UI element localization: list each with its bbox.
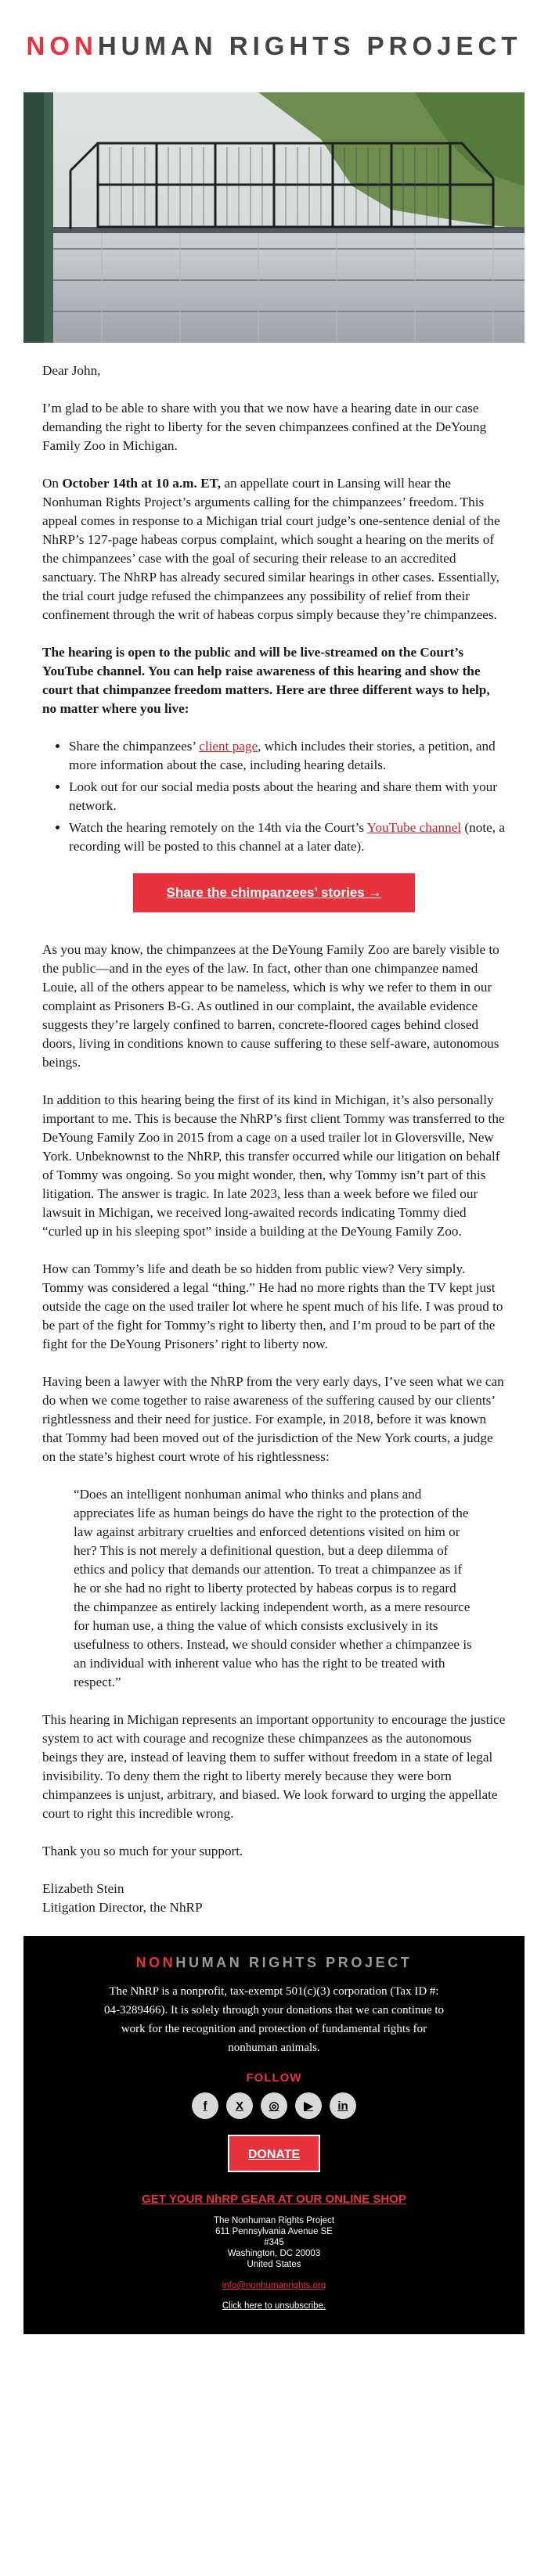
michigan-hearing-paragraph: This hearing in Michigan represents an important opportunity to encourage the justice system to act with courage and recognize these chimpanzees as the autonomous beings they are, instead of leaving them to suffer without freedom in a state of legal invisibility. To deny them the right to liberty merely because they were born chimpanzees is unjust, arbitrary, and biased. We look forward to urging the appellate court to right this incredible wrong. — [42, 1712, 506, 1821]
legal-thing-paragraph: How can Tommy’s life and death be so hidden from public view? Very simply. Tommy was considered a legal “thing.” He had no more rights than the TV kept just outside the cage on the used trailer lot where he spent much of his life. I was proud to be part of the fight for Tommy’s right to liberty then, and I’m proud to be part of the fight for the DeYoung Prisoners’ right to liberty now. — [42, 1261, 503, 1351]
greeting: Dear John, — [42, 363, 101, 378]
linkedin-icon[interactable]: in — [330, 2092, 356, 2119]
tommy-paragraph: In addition to this hearing being the first of its kind in Michigan, it’s also personally important to me. This is because the NhRP’s first client Tommy was transferred to the DeYoung Family Zoo in 2015 from a cage on a used trailer lot in Gloversville, New York. Unbeknownst to the NhRP, this transfer occurred while our litigation on behalf of Tommy was ongoing. So you might wonder, then, why Tommy isn’t part of this litigation. The answer is tragic. In late 2023, less than a week before we filed our lawsuit in Michigan, we received long-awaited records indicating Tommy died “curled up in his sleeping spot” inside a building at the DeYoung Family Zoo. — [42, 1092, 505, 1239]
mailing-address: The Nonhuman Rights Project 611 Pennsylvania Avenue SE #345 Washington, DC 20003 United States — [213, 2216, 335, 2269]
follow-heading: FOLLOW — [246, 2071, 302, 2085]
facebook-icon[interactable]: f — [192, 2092, 218, 2119]
footer-description: The NhRP is a nonprofit, tax-exempt 501(c)(3) corporation (Tax ID #: 04-3289466). It is solely through your donations that we can continue to work for the recognition and protection of fundamental rights for nonhuman animals. — [103, 1985, 445, 2054]
judge-quote: “Does an intelligent nonhuman animal who thinks and plans and appreciates life as human beings do have the right to the protection of the law against arbitrary cruelties and enforced detentions visited on him or her? This is not merely a definitional question, but a deep dilemma of ethics and policy that demands our attention. To treat a chimpanzee as if he or she had no right to liberty protected by habeas corpus is to regard the chimpanzee as entirely lacking independent worth, as a mere resource for human use, a thing the value of which consists exclusively in its usefulness to others. Instead, we should consider whether a chimpanzee is an individual with inherent value who has the right to be treated with respect.” — [74, 1487, 472, 1689]
share-stories-button[interactable]: Share the chimpanzees’ stories → — [133, 873, 415, 912]
hero-image — [23, 92, 525, 343]
unsubscribe-link[interactable]: Click here to unsubscribe. — [222, 2301, 326, 2311]
hearing-date-paragraph: On October 14th at 10 a.m. ET, an appellate court in Lansing will hear the Nonhuman Rights Project’s arguments calling for the chimpanzees’ freedom. This appeal comes in response to a Michigan trial court judge’s one-sentence denial of the NhRP’s 127-page habeas corpus complaint, which sought a hearing on the merits of the chimpanzees’ case with the goal of securing their release to an accredited sanctuary. The NhRP has already secured similar hearings in other cases. Essentially, the trial court judge refused the chimpanzees any possibility of relief from their confinement through the writ of habeas corpus simply because they’re chimpanzees. — [42, 476, 500, 622]
email-link[interactable]: info@nonhumanrights.org — [222, 2281, 326, 2290]
list-item: • Look out for our social media posts about the hearing and share them with your network. — [69, 778, 506, 815]
donate-button[interactable]: DONATE — [228, 2135, 320, 2172]
online-shop-link[interactable]: GET YOUR NhRP GEAR AT OUR ONLINE SHOP — [142, 2193, 406, 2206]
thanks-line: Thank you so much for your support. — [42, 1844, 243, 1858]
footer-logo[interactable]: NONHUMAN RIGHTS PROJECT — [135, 1955, 413, 1970]
youtube-icon[interactable]: ▶ — [295, 2092, 322, 2119]
nhrp-logo[interactable]: NONHUMAN RIGHTS PROJECT — [26, 31, 522, 60]
intro-paragraph: I’m glad to be able to share with you that we now have a hearing date in our case demanding the right to liberty for the seven chimpanzees confined at the DeYoung Family Zoo in Michigan. — [42, 401, 487, 453]
list-item: • Share the chimpanzees’ client page, which includes their stories, a petition, and more information about the case, including hearing details. — [69, 737, 506, 775]
list-item: • Watch the hearing remotely on the 14th via the Court’s YouTube channel (note, a recording will be posted to this channel at a later date). — [69, 818, 506, 856]
client-page-link[interactable]: client page — [199, 739, 258, 754]
footer — [23, 1936, 525, 2334]
hearing-date: October 14th at 10 a.m. ET, — [62, 476, 222, 491]
youtube-channel-link[interactable]: YouTube channel — [366, 820, 462, 835]
letter-body — [0, 343, 548, 1917]
x-twitter-icon[interactable]: X — [226, 2092, 253, 2119]
ways-to-help-list — [69, 737, 506, 856]
header — [0, 0, 548, 92]
social-links — [23, 2092, 525, 2119]
signature-name: Elizabeth Stein — [42, 1881, 124, 1896]
lawyer-paragraph: Having been a lawyer with the NhRP from the very early days, I’ve seen what we can do when we come together to raise awareness of the suffering caused by our clients’ rightlessness and their need for justice. For example, in 2018, before it was known that Tommy had been moved out of the jurisdiction of the New York courts, a judge on the state’s highest court wrote of his rightlessness: — [42, 1374, 504, 1464]
call-to-action-paragraph: The hearing is open to the public and will be live-streamed on the Court’s YouTube channel. You can help raise awareness of this hearing and show the court that chimpanzee freedom matters. Here are three different ways to help, no matter where you live: — [42, 645, 490, 716]
chimpanzees-paragraph: As you may know, the chimpanzees at the DeYoung Family Zoo are barely visible to the public—and in the eyes of the law. In fact, other than one chimpanzee named Louie, all of the others appear to be nameless, which is why we refer to them in our complaint as Prisoners B-G. As outlined in our complaint, the available evidence suggests they’re largely confined to barren, concrete-floored cages behind closed doors, living in conditions known to cause suffering to these self-aware, autonomous beings. — [42, 942, 499, 1070]
instagram-icon[interactable]: ◎ — [261, 2092, 287, 2119]
signature-title: Litigation Director, the NhRP — [42, 1900, 203, 1915]
